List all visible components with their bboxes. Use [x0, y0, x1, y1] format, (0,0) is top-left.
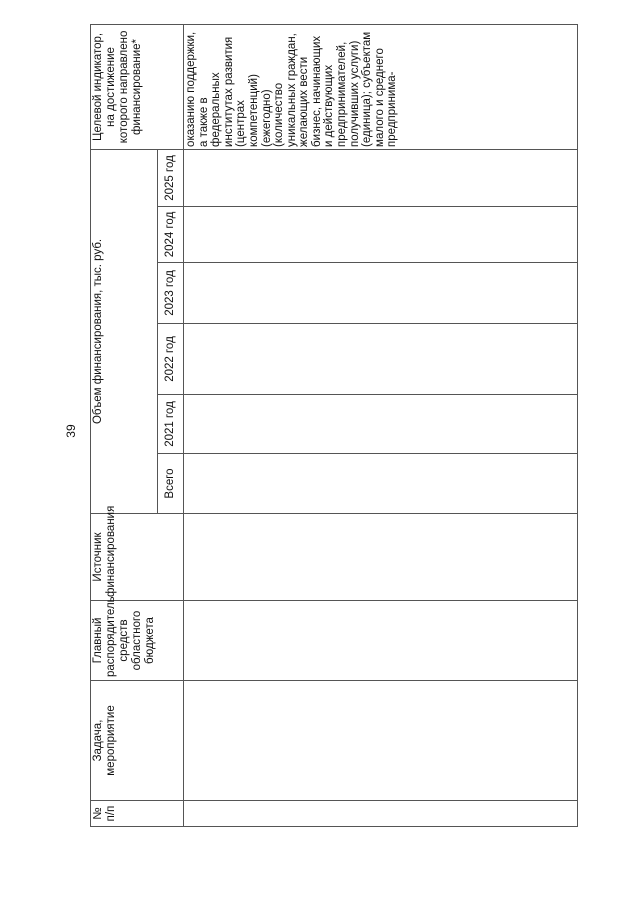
rotated-table-container — [90, 25, 578, 827]
cell-total — [183, 454, 577, 514]
year-2025: 2025 год — [157, 149, 183, 206]
cell-manager — [183, 601, 577, 681]
header-manager: Главный распорядитель средств областного бюджета — [91, 601, 184, 681]
cell-2023 — [183, 263, 577, 324]
financing-table — [90, 24, 578, 827]
year-2024: 2024 год — [157, 207, 183, 263]
header-volume: Объем финансирования, тыс. руб. — [91, 149, 158, 513]
cell-2024 — [183, 207, 577, 263]
cell-2022 — [183, 324, 577, 395]
year-2023: 2023 год — [157, 263, 183, 324]
cell-num — [183, 801, 577, 827]
year-total: Всего — [157, 454, 183, 514]
cell-source — [183, 514, 577, 601]
cell-2025 — [183, 149, 577, 206]
year-2021: 2021 год — [157, 395, 183, 454]
header-num: № п/п — [91, 801, 184, 827]
cell-indicator: оказанию поддержки, а также в федеральных институтах развития (центрах компетенций) (ежегодно) (количество уникальных граждан, желающих вести бизнес, начинающих и действующих предпринимателей, получивших услуги) (единица); субъектам малого и среднего предпринима- — [183, 24, 577, 149]
cell-task — [183, 681, 577, 801]
header-source: Источник финансирования — [91, 514, 184, 601]
header-target: Целевой индикатор, на достижение которого направлено финансирование* — [91, 24, 184, 149]
cell-2021 — [183, 395, 577, 454]
page-number: 39 — [64, 424, 78, 438]
year-2022: 2022 год — [157, 324, 183, 395]
header-task: Задача, мероприятие — [91, 681, 184, 801]
